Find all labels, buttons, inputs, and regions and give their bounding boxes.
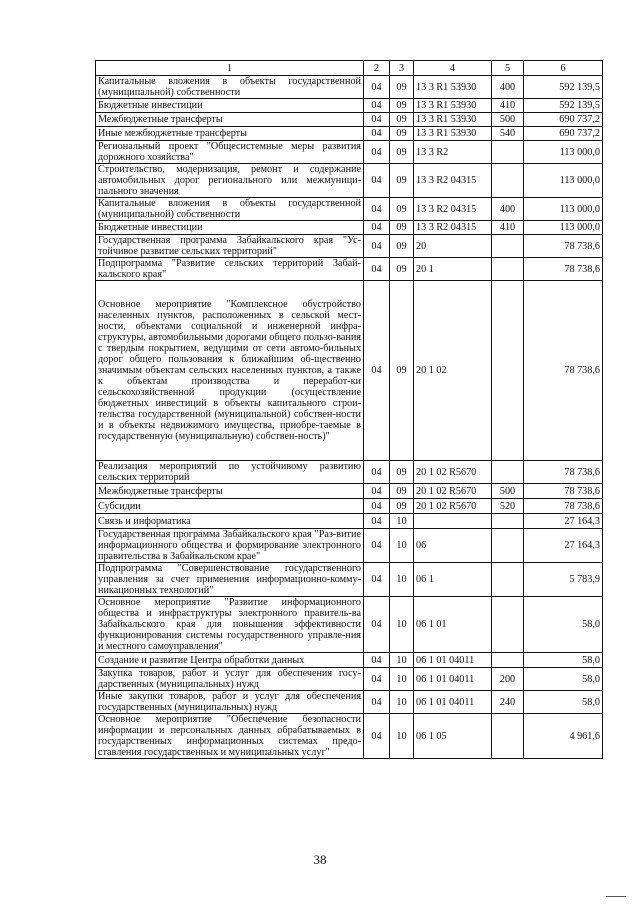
row-target-article: 06 1 01 04011 [414,691,492,714]
row-amount: 78 738,6 [524,235,603,258]
row-section: 04 [364,281,390,461]
row-expense-type [492,563,524,597]
column-header-2: 2 [364,61,390,76]
row-amount: 113 000,0 [524,141,603,164]
row-subsection: 09 [390,499,414,514]
row-expense-type: 500 [492,113,524,127]
row-target-article: 13 3 R1 53930 [414,76,492,99]
page-number: 38 [313,852,327,867]
row-amount: 58,0 [524,691,603,714]
row-expense-type: 500 [492,484,524,499]
row-amount: 27 164,3 [524,514,603,529]
row-section: 04 [364,113,390,127]
row-section: 04 [364,127,390,141]
row-target-article: 13 3 R1 53930 [414,113,492,127]
row-expense-type [492,597,524,653]
row-expense-type: 400 [492,76,524,99]
row-expense-type [492,258,524,281]
row-subsection: 09 [390,258,414,281]
row-amount: 4 961,6 [524,714,603,759]
row-target-article: 06 1 01 04011 [414,668,492,691]
row-name: Реализация мероприятий по устойчивому развитию сельских территорий [96,461,364,484]
table-row [96,563,603,597]
row-subsection: 09 [390,461,414,484]
row-amount: 58,0 [524,668,603,691]
column-header-6: 6 [524,61,603,76]
row-expense-type [492,714,524,759]
row-subsection: 09 [390,141,414,164]
row-section: 04 [364,99,390,113]
row-section: 04 [364,484,390,499]
row-section: 04 [364,258,390,281]
row-expense-type [492,164,524,198]
table-row [96,113,603,127]
row-section: 04 [364,563,390,597]
row-subsection: 09 [390,113,414,127]
row-amount: 78 738,6 [524,499,603,514]
row-section: 04 [364,221,390,235]
row-subsection: 10 [390,529,414,563]
row-subsection: 09 [390,235,414,258]
row-subsection: 09 [390,484,414,499]
column-header-1: 1 [96,61,364,76]
row-expense-type [492,461,524,484]
table-row [96,258,603,281]
row-target-article: 20 1 02 R5670 [414,484,492,499]
row-expense-type: 240 [492,691,524,714]
row-section: 04 [364,714,390,759]
header-row [96,61,603,76]
table-row [96,529,603,563]
table-row [96,99,603,113]
row-name: Капитальные вложения в объекты государственной (муниципальной) собственности [96,76,364,99]
budget-table [95,60,603,759]
row-section: 04 [364,691,390,714]
row-name: Строительство, модернизация, ремонт и содержание автомобильных дорог регионального или межмуници-пального значения [96,164,364,198]
row-target-article: 13 3 R2 04315 [414,164,492,198]
row-target-article [414,514,492,529]
row-expense-type: 520 [492,499,524,514]
row-name: Подпрограмма "Совершенствование государственного управления за счет применения информационно-комму-никационных технологий" [96,563,364,597]
row-name: Региональный проект "Общесистемные меры развития дорожного хозяйства" [96,141,364,164]
row-target-article: 13 3 R2 [414,141,492,164]
row-target-article: 20 1 02 R5670 [414,499,492,514]
scan-mark [606,896,626,897]
row-section: 04 [364,141,390,164]
row-target-article: 20 [414,235,492,258]
row-name: Субсидии [96,499,364,514]
table-row [96,668,603,691]
row-name: Государственная программа Забайкальского края "Ус-тойчивое развитие сельских территорий" [96,235,364,258]
row-name: Бюджетные инвестиции [96,221,364,235]
row-name: Основное мероприятие "Развитие информационного общества и инфраструктуры электронного правитель-ва Забайкальского края для повышения эффективности функционирования системы государственного управле-ния и местного самоуправления" [96,597,364,653]
row-amount: 690 737,2 [524,113,603,127]
row-subsection: 10 [390,668,414,691]
row-subsection: 10 [390,597,414,653]
table-row [96,691,603,714]
row-target-article: 20 1 02 [414,281,492,461]
row-expense-type [492,235,524,258]
row-amount: 78 738,6 [524,461,603,484]
row-expense-type: 400 [492,198,524,221]
row-amount: 5 783,9 [524,563,603,597]
row-target-article: 13 3 R2 04315 [414,198,492,221]
row-subsection: 09 [390,76,414,99]
row-section: 04 [364,164,390,198]
row-subsection: 09 [390,221,414,235]
row-target-article: 06 1 01 [414,597,492,653]
table-row [96,141,603,164]
row-amount: 27 164,3 [524,529,603,563]
row-name: Межбюджетные трансферты [96,113,364,127]
row-expense-type: 200 [492,668,524,691]
row-amount: 113 000,0 [524,198,603,221]
column-header-5: 5 [492,61,524,76]
row-expense-type [492,141,524,164]
table-row [96,235,603,258]
table-row [96,461,603,484]
row-amount: 113 000,0 [524,164,603,198]
row-name: Подпрограмма "Развитие сельских территорий Забай-кальского края" [96,258,364,281]
row-target-article: 20 1 [414,258,492,281]
row-target-article: 13 3 R2 04315 [414,221,492,235]
row-amount: 690 737,2 [524,127,603,141]
row-expense-type [492,514,524,529]
row-subsection: 09 [390,127,414,141]
row-subsection: 09 [390,99,414,113]
row-subsection: 10 [390,691,414,714]
table-row [96,76,603,99]
table-row [96,221,603,235]
row-target-article: 06 1 [414,563,492,597]
table-row [96,164,603,198]
row-name: Закупка товаров, работ и услуг для обеспечения госу-дарственных (муниципальных) нужд [96,668,364,691]
row-target-article: 20 1 02 R5670 [414,461,492,484]
row-target-article: 06 [414,529,492,563]
row-name: Основное мероприятие "Комплексное обустройство населенных пунктов, расположенных в сельской мест-ности, объектами социальной и инженерной инфра-структуры, автомобильными дорогами общего пользо-вания с твердым покрытием, ведущими от сети автомо-бильных дорог общего пользования к ближайшим об-щественно значимым объектам сельских населенных пунктов, а также к объектам производства и переработ-ки сельскохозяйственной продукции (осуществление бюджетных инвестиций в объекты капитального строи-тельства государственной (муниципальной) собствен-ности и в объекты недвижимого имущества, приобре-таемые в государственную (муниципальную) собствен-ность)" [96,281,364,461]
table-row [96,198,603,221]
row-subsection: 10 [390,714,414,759]
row-section: 04 [364,529,390,563]
row-expense-type: 410 [492,221,524,235]
row-subsection: 10 [390,563,414,597]
row-section: 04 [364,514,390,529]
row-target-article: 06 1 05 [414,714,492,759]
row-section: 04 [364,597,390,653]
row-target-article: 13 3 R1 53930 [414,99,492,113]
row-section: 04 [364,499,390,514]
row-amount: 592 139,5 [524,76,603,99]
row-name: Основное мероприятие "Обеспечение безопасности информации и персональных данных обрабатываемых в государственных информационных системах предо-ставления государственных и муниципальных услуг" [96,714,364,759]
row-section: 04 [364,461,390,484]
row-name: Бюджетные инвестиции [96,99,364,113]
row-subsection: 09 [390,198,414,221]
row-amount: 58,0 [524,653,603,668]
row-amount: 78 738,6 [524,281,603,461]
row-target-article: 06 1 01 04011 [414,653,492,668]
row-name: Связь и информатика [96,514,364,529]
table-row [96,281,603,461]
row-section: 04 [364,668,390,691]
row-section: 04 [364,198,390,221]
row-expense-type [492,653,524,668]
row-subsection: 09 [390,164,414,198]
row-name: Иные межбюджетные трансферты [96,127,364,141]
row-name: Капитальные вложения в объекты государственной (муниципальной) собственности [96,198,364,221]
table-row [96,514,603,529]
row-amount: 58,0 [524,597,603,653]
row-name: Иные закупки товаров, работ и услуг для обеспечения государственных (муниципальных) нужд [96,691,364,714]
row-amount: 592 139,5 [524,99,603,113]
column-header-3: 3 [390,61,414,76]
row-name: Создание и развитие Центра обработки данных [96,653,364,668]
row-expense-type [492,529,524,563]
row-amount: 113 000,0 [524,221,603,235]
row-subsection: 09 [390,281,414,461]
table-row [96,653,603,668]
table-row [96,127,603,141]
row-amount: 78 738,6 [524,484,603,499]
table-row [96,499,603,514]
row-name: Государственная программа Забайкальского края "Раз-витие информационного общества и формирование электронного правительства в Забайкальском крае" [96,529,364,563]
row-name: Межбюджетные трансферты [96,484,364,499]
table-body [96,76,603,759]
row-target-article: 13 3 R1 53930 [414,127,492,141]
table-row [96,484,603,499]
row-expense-type: 540 [492,127,524,141]
row-amount: 78 738,6 [524,258,603,281]
table-row [96,597,603,653]
row-expense-type [492,281,524,461]
row-section: 04 [364,76,390,99]
row-section: 04 [364,653,390,668]
row-subsection: 10 [390,514,414,529]
row-section: 04 [364,235,390,258]
row-expense-type: 410 [492,99,524,113]
column-header-4: 4 [414,61,492,76]
row-subsection: 10 [390,653,414,668]
table-row [96,714,603,759]
